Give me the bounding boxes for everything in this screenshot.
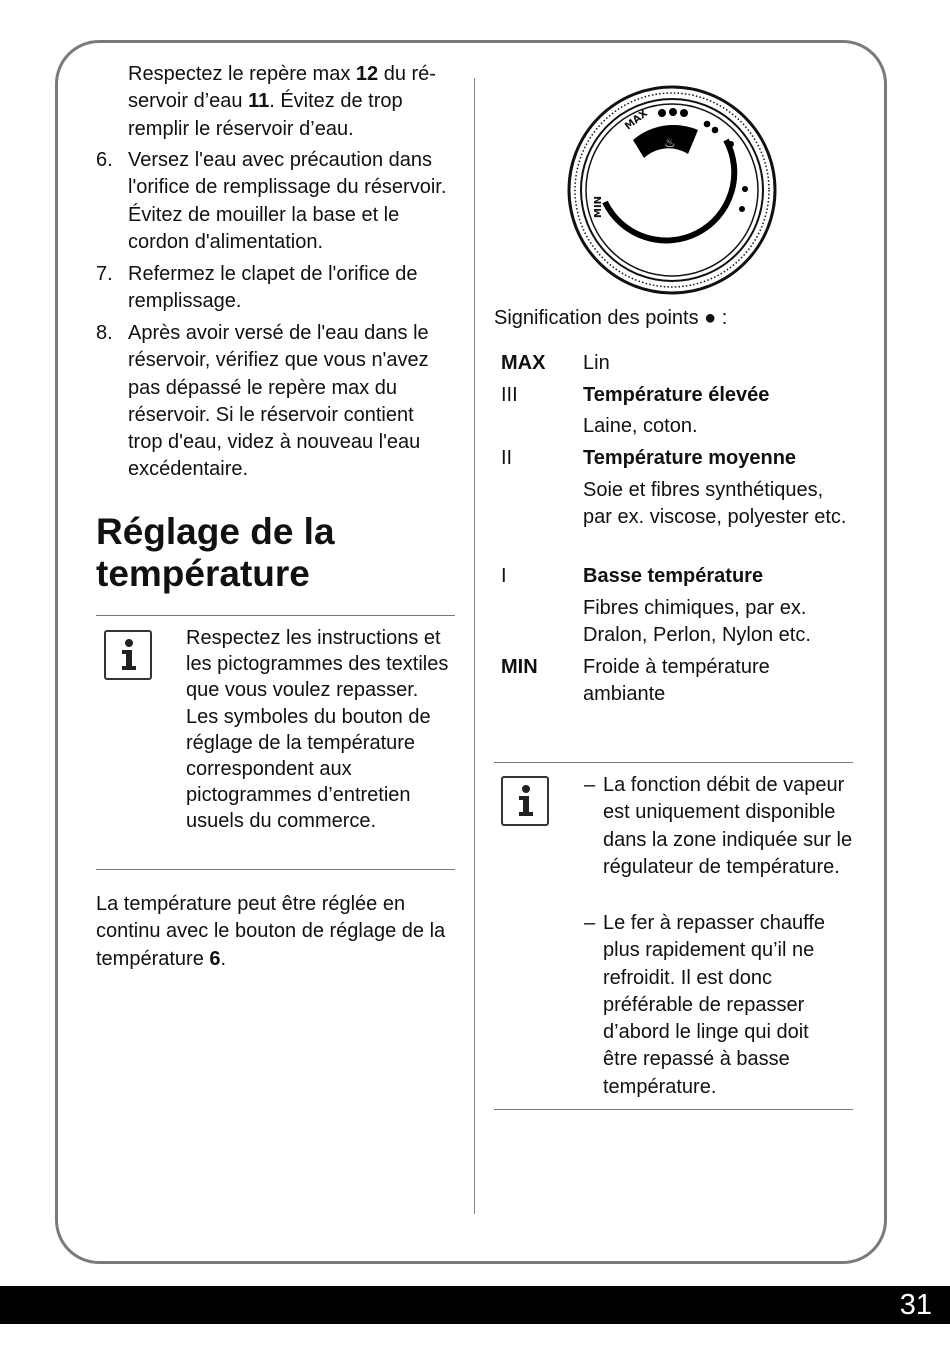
- closing-period: .: [220, 947, 227, 970]
- intro-text-b: du ré-servoir d’eau: [128, 63, 436, 113]
- info-note-text: Respectez les instructions et les pictogrammes des textiles que vous voulez repasser. Les symboles du bouton de réglage de la température correspondent aux pictogrammes d’entretien usuels du commerce.: [186, 627, 449, 833]
- meaning-desc: Soie et fibres synthétiques, par ex. viscose, polyester etc.: [583, 479, 847, 529]
- meaning-desc: Laine, coton.: [583, 415, 698, 437]
- step-text: Après avoir versé de l'eau dans le réservoir, vérifiez que vous n'avez pas dépassé le repère max du réservoir. Si le réservoir contient trop d'eau, videz à nouveau l'eau excédentaire.: [128, 322, 429, 481]
- note-text: Le fer à repasser chauffe plus rapidement qu’il ne refroidit. Il est donc préférable de repasser d’abord le linge qui doit être repassé à basse température.: [603, 912, 825, 1098]
- dial-max-label: MAX: [623, 108, 650, 133]
- divider-line: [494, 762, 853, 763]
- meaning-key: II: [501, 447, 513, 469]
- intro-paragraph: [128, 61, 453, 143]
- meaning-key: MIN: [501, 656, 538, 678]
- step-number: 7.: [96, 263, 113, 285]
- ref-tank-number: 11: [248, 90, 270, 113]
- ref-knob-number: 6: [209, 947, 221, 970]
- divider-line: [96, 615, 455, 616]
- page-number: 31: [899, 1289, 932, 1321]
- closing-paragraph: [96, 891, 456, 973]
- dial-labels: [566, 84, 778, 296]
- info-icon: [104, 630, 152, 680]
- meaning-title: Basse température: [583, 565, 764, 587]
- points-intro: Signification des points ● :: [494, 307, 728, 329]
- note-text: La fonction débit de vapeur est uniquement disponible dans la zone indiquée sur le régulateur de température.: [603, 774, 853, 878]
- meaning-key: MAX: [501, 352, 546, 374]
- dial-min-label: MIN: [593, 195, 604, 218]
- divider-line: [96, 869, 455, 870]
- meaning-key: III: [501, 384, 518, 406]
- section-heading: Réglage de la température: [96, 511, 335, 594]
- meaning-key: I: [501, 565, 507, 587]
- column-divider: [474, 78, 475, 1214]
- meaning-desc: Fibres chimiques, par ex. Dralon, Perlon, Nylon etc.: [583, 597, 811, 647]
- meaning-title: Température moyenne: [583, 447, 797, 469]
- footer-bar: [0, 1286, 950, 1324]
- intro-text-c: . Évitez de trop remplir le réservoir d’eau.: [128, 90, 403, 140]
- intro-text-a: Respectez le repère max: [128, 63, 356, 85]
- step-number: 8.: [96, 322, 113, 344]
- step-text: Versez l'eau avec précaution dans l'orifice de remplissage du réservoir. Évitez de mouiller la base et le cordon d'alimentation.: [128, 149, 447, 253]
- meaning-desc: Froide à température ambiante: [583, 656, 770, 706]
- divider-line: [494, 1109, 853, 1110]
- note-dash: –: [584, 774, 596, 796]
- step-text: Refermez le clapet de l'orifice de remplissage.: [128, 263, 418, 313]
- ref-max-number: 12: [355, 63, 379, 85]
- meaning-desc: Lin: [583, 352, 610, 374]
- info-icon: [501, 776, 549, 826]
- meaning-title: Température élevée: [583, 384, 770, 406]
- step-number: 6.: [96, 149, 113, 171]
- svg-text:♨: ♨: [664, 136, 676, 151]
- note-dash: –: [584, 912, 596, 934]
- closing-text: La température peut être réglée en continu avec le bouton de réglage de la température: [96, 893, 446, 970]
